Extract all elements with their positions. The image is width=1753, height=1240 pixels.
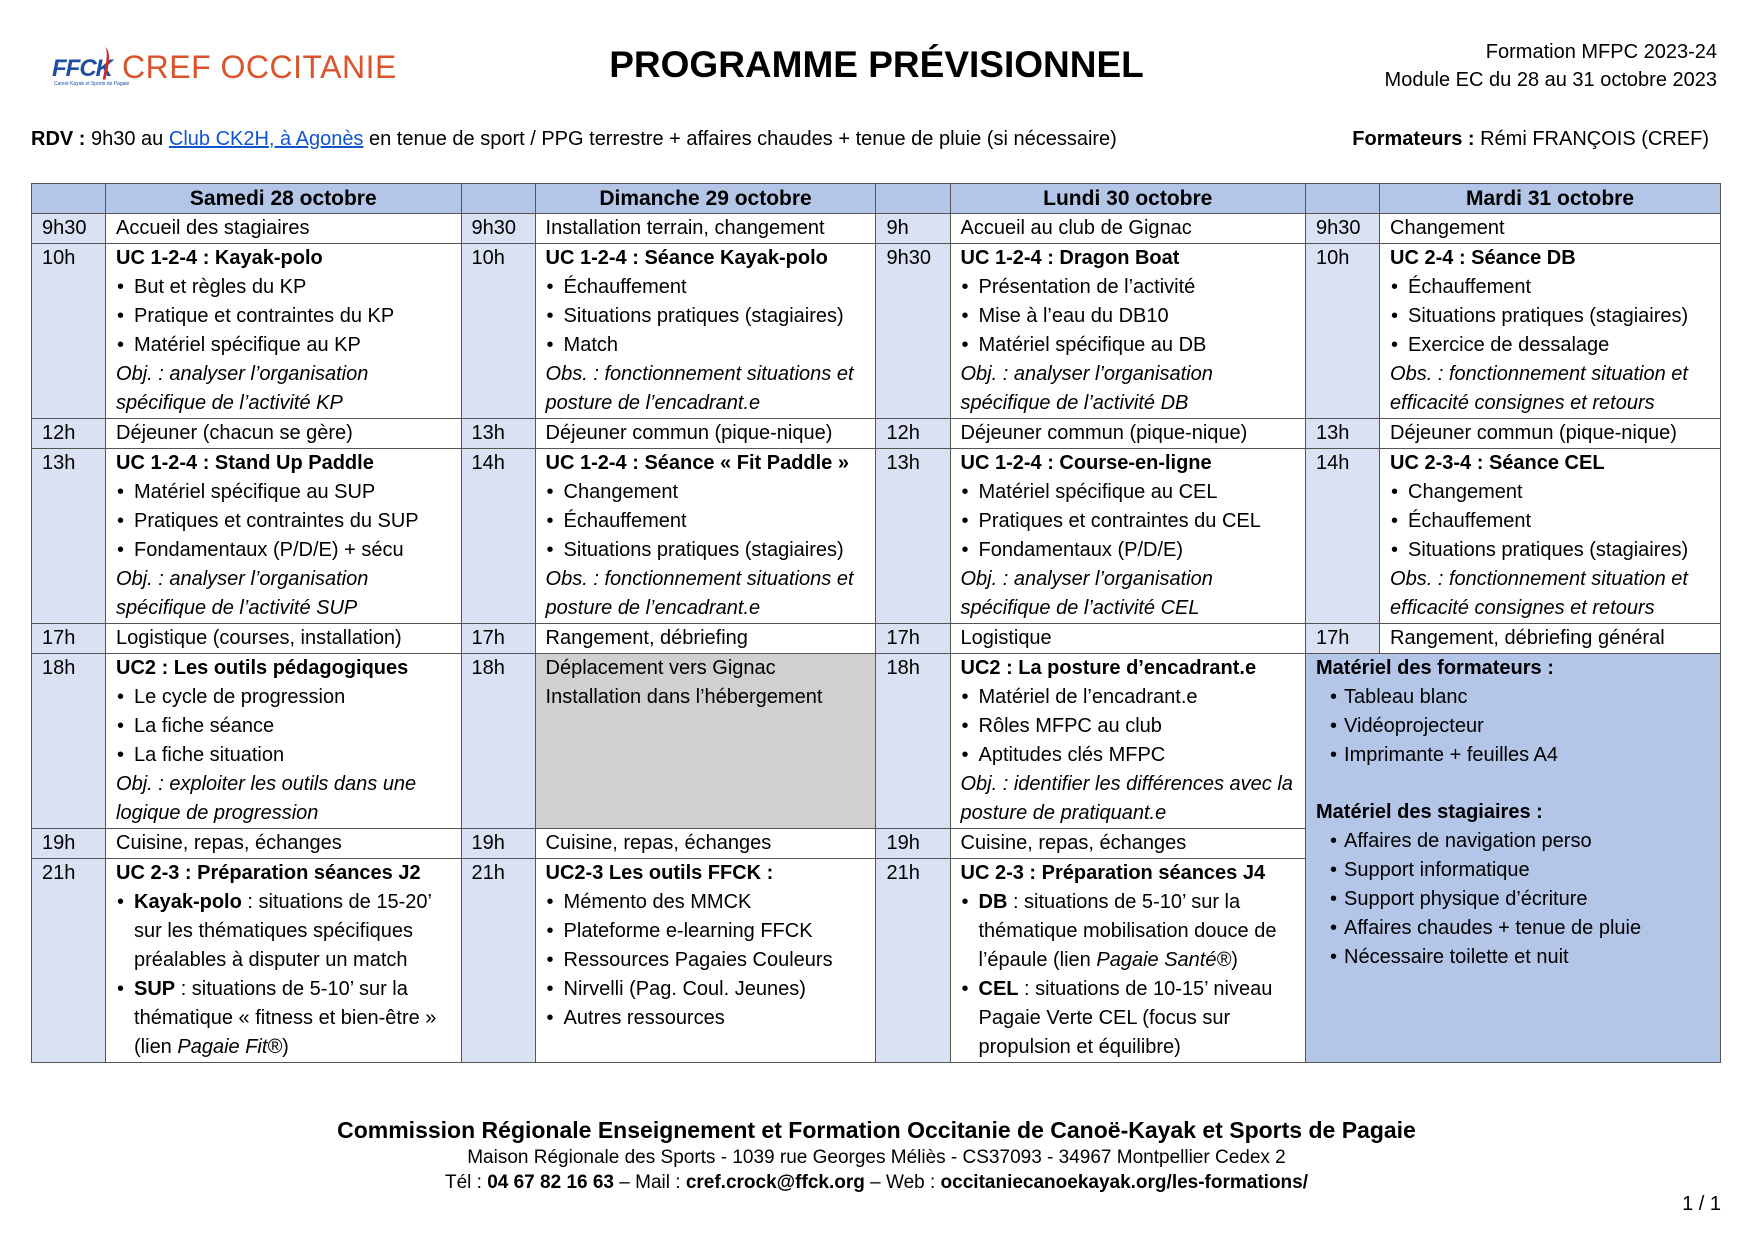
time-cell: 9h30 (876, 244, 950, 419)
activity-heading: UC 1-2-4 : Séance « Fit Paddle » (545, 452, 849, 474)
list-item: • Kayak-polo : situations de 15-20’ sur les thématiques spécifiques préalables à disputer un match (116, 888, 451, 975)
activity-cell (1380, 244, 1721, 419)
item-link-name: Pagaie Fit® (177, 1036, 283, 1058)
list-item: • Pratiques et contraintes du SUP (116, 507, 451, 536)
objective-note: Obs. : fonctionnement situation et efficacité consignes et retours (1390, 363, 1688, 414)
list-item: • Aptitudes clés MFPC (961, 741, 1296, 770)
activity-cell: Déjeuner commun (pique-nique) (535, 419, 876, 449)
activity-cell: Accueil des stagiaires (106, 214, 462, 244)
list-item: • La fiche situation (116, 741, 451, 770)
list-item: • CEL : situations de 10-15’ niveau Pagaie Verte CEL (focus sur propulsion et équilibre) (961, 975, 1296, 1062)
activity-cell: Logistique (950, 624, 1306, 654)
list-item: • Matériel spécifique au KP (116, 331, 451, 360)
objective-note: Obj. : analyser l’organisation spécifique de l’activité DB (960, 363, 1213, 414)
footer (0, 1115, 1753, 1195)
list-item: • Échauffement (1390, 273, 1710, 302)
schedule-row (32, 449, 1721, 624)
objective-note: Obs. : fonctionnement situation et efficacité consignes et retours (1390, 568, 1688, 619)
schedule-row (32, 654, 1721, 829)
list-item: • Pratique et contraintes du KP (116, 302, 451, 331)
logo-subtitle: Canoë Kayak et Sports de Pagaie (54, 81, 130, 87)
time-cell: 18h (461, 654, 535, 829)
activity-list (116, 478, 451, 565)
activity-cell (106, 449, 462, 624)
day-header: Dimanche 29 octobre (535, 184, 876, 214)
materiel-box (1306, 654, 1721, 1063)
activity-list (961, 683, 1296, 770)
schedule-row (32, 214, 1721, 244)
list-item: • SUP : situations de 5-10’ sur la thématique « fitness et bien-être » (lien Pagaie Fit®) (116, 975, 451, 1062)
materiel-formateurs-title: Matériel des formateurs : (1316, 657, 1554, 679)
footer-address: Maison Régionale des Sports - 1039 rue Georges Méliès - CS37093 - 34967 Montpellier Cedex 2 (467, 1147, 1286, 1168)
mail-label: – Mail : (614, 1172, 686, 1193)
day-header: Lundi 30 octobre (950, 184, 1306, 214)
rdv-text-before: 9h30 au (85, 128, 169, 150)
page-title: PROGRAMME PRÉVISIONNEL (609, 44, 1144, 85)
schedule-table (31, 183, 1721, 1063)
materiel-stagiaires-list (1316, 827, 1710, 972)
activity-list (546, 478, 866, 565)
footer-organisation: Commission Régionale Enseignement et Formation Occitanie de Canoë-Kayak et Sports de Pagaie (337, 1117, 1416, 1143)
activity-heading: UC 1-2-4 : Stand Up Paddle (116, 452, 374, 474)
activity-list (961, 888, 1296, 1062)
list-item: • Le cycle de progression (116, 683, 451, 712)
list-item: • Matériel spécifique au DB (961, 331, 1296, 360)
formation-info (1385, 38, 1717, 94)
time-cell: 10h (32, 244, 106, 419)
activity-cell (106, 654, 462, 829)
list-item: • Affaires chaudes + tenue de pluie (1330, 914, 1710, 943)
time-cell: 21h (32, 859, 106, 1063)
page-number: 1 / 1 (1682, 1193, 1721, 1215)
time-cell: 19h (461, 829, 535, 859)
item-label: CEL (978, 978, 1019, 1000)
list-item: • Match (546, 331, 866, 360)
list-item: • Mise à l’eau du DB10 (961, 302, 1296, 331)
list-item: • Mémento des MMCK (546, 888, 866, 917)
list-item: • Vidéoprojecteur (1330, 712, 1710, 741)
day-header: Samedi 28 octobre (106, 184, 462, 214)
list-item: • Autres ressources (546, 1004, 866, 1033)
time-cell: 13h (1306, 419, 1380, 449)
item-link-name: Pagaie Santé® (1096, 949, 1232, 971)
list-item: • Situations pratiques (stagiaires) (1390, 302, 1710, 331)
activity-cell: Cuisine, repas, échanges (106, 829, 462, 859)
list-item: • Imprimante + feuilles A4 (1330, 741, 1710, 770)
list-item: • Échauffement (1390, 507, 1710, 536)
list-item: • Ressources Pagaies Couleurs (546, 946, 866, 975)
activity-cell: Déjeuner (chacun se gère) (106, 419, 462, 449)
activity-cell: Cuisine, repas, échanges (950, 829, 1306, 859)
formateurs-label: Formateurs : (1352, 128, 1475, 150)
activity-cell: Installation terrain, changement (535, 214, 876, 244)
activity-list (1390, 273, 1710, 360)
activity-list (546, 888, 866, 1033)
activity-cell (106, 244, 462, 419)
list-item: • Situations pratiques (stagiaires) (546, 302, 866, 331)
list-item: • Tableau blanc (1330, 683, 1710, 712)
rdv-line (31, 128, 1117, 151)
materiel-formateurs-list (1316, 683, 1710, 770)
list-item: • Plateforme e-learning FFCK (546, 917, 866, 946)
activity-heading: UC 2-3 : Préparation séances J2 (116, 862, 421, 884)
activity-heading: UC 2-3 : Préparation séances J4 (960, 862, 1266, 884)
time-cell: 13h (876, 449, 950, 624)
rdv-label: RDV : (31, 128, 86, 150)
list-item: • Échauffement (546, 273, 866, 302)
footer-phone: 04 67 82 16 63 (487, 1172, 614, 1193)
time-cell: 9h30 (461, 214, 535, 244)
activity-cell (535, 449, 876, 624)
formateurs-line (1352, 128, 1709, 151)
tel-label: Tél : (444, 1172, 488, 1193)
activity-list (116, 888, 451, 1062)
list-item: • DB : situations de 5-10’ sur la thématique mobilisation douce de l’épaule (lien Pagaie Santé®) (961, 888, 1296, 975)
list-item: • Échauffement (546, 507, 866, 536)
footer-website[interactable]: occitaniecanoekayak.org/les-formations/ (940, 1172, 1309, 1193)
objective-note: Obj. : exploiter les outils dans une logique de progression (116, 773, 417, 824)
time-cell: 12h (32, 419, 106, 449)
list-item: • Fondamentaux (P/D/E) + sécu (116, 536, 451, 565)
logo-mark: FFCK (52, 55, 112, 82)
time-cell: 17h (1306, 624, 1380, 654)
time-cell: 13h (461, 419, 535, 449)
time-cell: 17h (461, 624, 535, 654)
list-item: • Rôles MFPC au club (961, 712, 1296, 741)
activity-heading: UC 1-2-4 : Séance Kayak-polo (545, 247, 828, 269)
schedule-row (32, 624, 1721, 654)
list-item: • Fondamentaux (P/D/E) (961, 536, 1296, 565)
activity-heading: UC 2-4 : Séance DB (1390, 247, 1576, 269)
list-item: • La fiche séance (116, 712, 451, 741)
day-header-row (32, 184, 1721, 214)
club-link[interactable]: Club CK2H, à Agonès (168, 128, 364, 150)
list-item: • Support informatique (1330, 856, 1710, 885)
activity-cell: Rangement, débriefing (535, 624, 876, 654)
activity-heading: UC 1-2-4 : Kayak-polo (116, 247, 323, 269)
activity-cell: Cuisine, repas, échanges (535, 829, 876, 859)
time-cell: 19h (32, 829, 106, 859)
list-item: • Affaires de navigation perso (1330, 827, 1710, 856)
list-item: • Changement (546, 478, 866, 507)
activity-heading: UC 1-2-4 : Course-en-ligne (960, 452, 1212, 474)
time-cell: 18h (32, 654, 106, 829)
activity-heading: UC2-3 Les outils FFCK : (545, 862, 774, 884)
formateurs-value: Rémi FRANÇOIS (CREF) (1474, 128, 1709, 150)
activity-cell: Rangement, débriefing général (1380, 624, 1721, 654)
formation-line-1: Formation MFPC 2023-24 (1485, 41, 1717, 63)
footer-email[interactable]: cref.crock@ffck.org (685, 1172, 865, 1193)
time-cell: 10h (1306, 244, 1380, 419)
schedule-row (32, 244, 1721, 419)
list-item: • Situations pratiques (stagiaires) (546, 536, 866, 565)
time-cell: 14h (1306, 449, 1380, 624)
day-header: Mardi 31 octobre (1380, 184, 1721, 214)
activity-cell (535, 654, 876, 829)
activity-list (961, 478, 1296, 565)
activity-list (116, 683, 451, 770)
activity-cell: Déjeuner commun (pique-nique) (950, 419, 1306, 449)
footer-contact (0, 1170, 1753, 1195)
time-cell: 17h (876, 624, 950, 654)
activity-heading: UC 1-2-4 : Dragon Boat (960, 247, 1180, 269)
time-cell: 9h30 (1306, 214, 1380, 244)
activity-cell (535, 244, 876, 419)
time-cell: 10h (461, 244, 535, 419)
activity-cell (950, 449, 1306, 624)
activity-cell (950, 654, 1306, 829)
activity-cell (1380, 449, 1721, 624)
time-cell: 18h (876, 654, 950, 829)
time-cell: 21h (876, 859, 950, 1063)
rdv-text-after: en tenue de sport / PPG terrestre + affaires chaudes + tenue de pluie (si nécessaire) (363, 128, 1117, 150)
time-cell: 14h (461, 449, 535, 624)
item-label: DB (978, 891, 1008, 913)
list-item: • But et règles du KP (116, 273, 451, 302)
time-cell: 17h (32, 624, 106, 654)
list-item: • Exercice de dessalage (1390, 331, 1710, 360)
formation-line-2: Module EC du 28 au 31 octobre 2023 (1384, 69, 1717, 91)
objective-note: Obj. : analyser l’organisation spécifique de l’activité CEL (960, 568, 1213, 619)
activity-cell (950, 859, 1306, 1063)
activity-line: Installation dans l’hébergement (545, 686, 823, 708)
time-cell: 13h (32, 449, 106, 624)
time-cell: 9h (876, 214, 950, 244)
time-cell: 9h30 (32, 214, 106, 244)
list-item: • Pratiques et contraintes du CEL (961, 507, 1296, 536)
activity-cell (535, 859, 876, 1063)
activity-line: Déplacement vers Gignac (545, 657, 776, 679)
schedule-row (32, 419, 1721, 449)
list-item: • Support physique d’écriture (1330, 885, 1710, 914)
activity-cell: Accueil au club de Gignac (950, 214, 1306, 244)
list-item: • Nécessaire toilette et nuit (1330, 943, 1710, 972)
objective-note: Obj. : identifier les différences avec la posture de pratiquant.e (960, 773, 1293, 824)
activity-cell (106, 859, 462, 1063)
activity-cell: Changement (1380, 214, 1721, 244)
activity-cell (950, 244, 1306, 419)
activity-list (116, 273, 451, 360)
list-item: • Changement (1390, 478, 1710, 507)
activity-list (546, 273, 866, 360)
objective-note: Obj. : analyser l’organisation spécifique de l’activité SUP (116, 568, 369, 619)
item-label: SUP (134, 978, 176, 1000)
web-label: – Web : (864, 1172, 941, 1193)
materiel-stagiaires-title: Matériel des stagiaires : (1316, 801, 1543, 823)
objective-note: Obj. : analyser l’organisation spécifique de l’activité KP (116, 363, 369, 414)
list-item: • Matériel de l’encadrant.e (961, 683, 1296, 712)
time-cell: 19h (876, 829, 950, 859)
list-item: • Situations pratiques (stagiaires) (1390, 536, 1710, 565)
list-item: • Nirvelli (Pag. Coul. Jeunes) (546, 975, 866, 1004)
item-label: Kayak-polo (134, 891, 242, 913)
objective-note: Obs. : fonctionnement situations et posture de l’encadrant.e (545, 363, 854, 414)
activity-heading: UC2 : Les outils pédagogiques (116, 657, 409, 679)
logo-name: CREF OCCITANIE (122, 48, 397, 85)
activity-cell: Déjeuner commun (pique-nique) (1380, 419, 1721, 449)
time-cell: 12h (876, 419, 950, 449)
objective-note: Obs. : fonctionnement situations et posture de l’encadrant.e (545, 568, 854, 619)
time-cell: 21h (461, 859, 535, 1063)
activity-heading: UC2 : La posture d’encadrant.e (960, 657, 1257, 679)
list-item: • Matériel spécifique au SUP (116, 478, 451, 507)
activity-list (1390, 478, 1710, 565)
activity-heading: UC 2-3-4 : Séance CEL (1390, 452, 1605, 474)
list-item: • Présentation de l’activité (961, 273, 1296, 302)
activity-list (961, 273, 1296, 360)
list-item: • Matériel spécifique au CEL (961, 478, 1296, 507)
activity-cell: Logistique (courses, installation) (106, 624, 462, 654)
